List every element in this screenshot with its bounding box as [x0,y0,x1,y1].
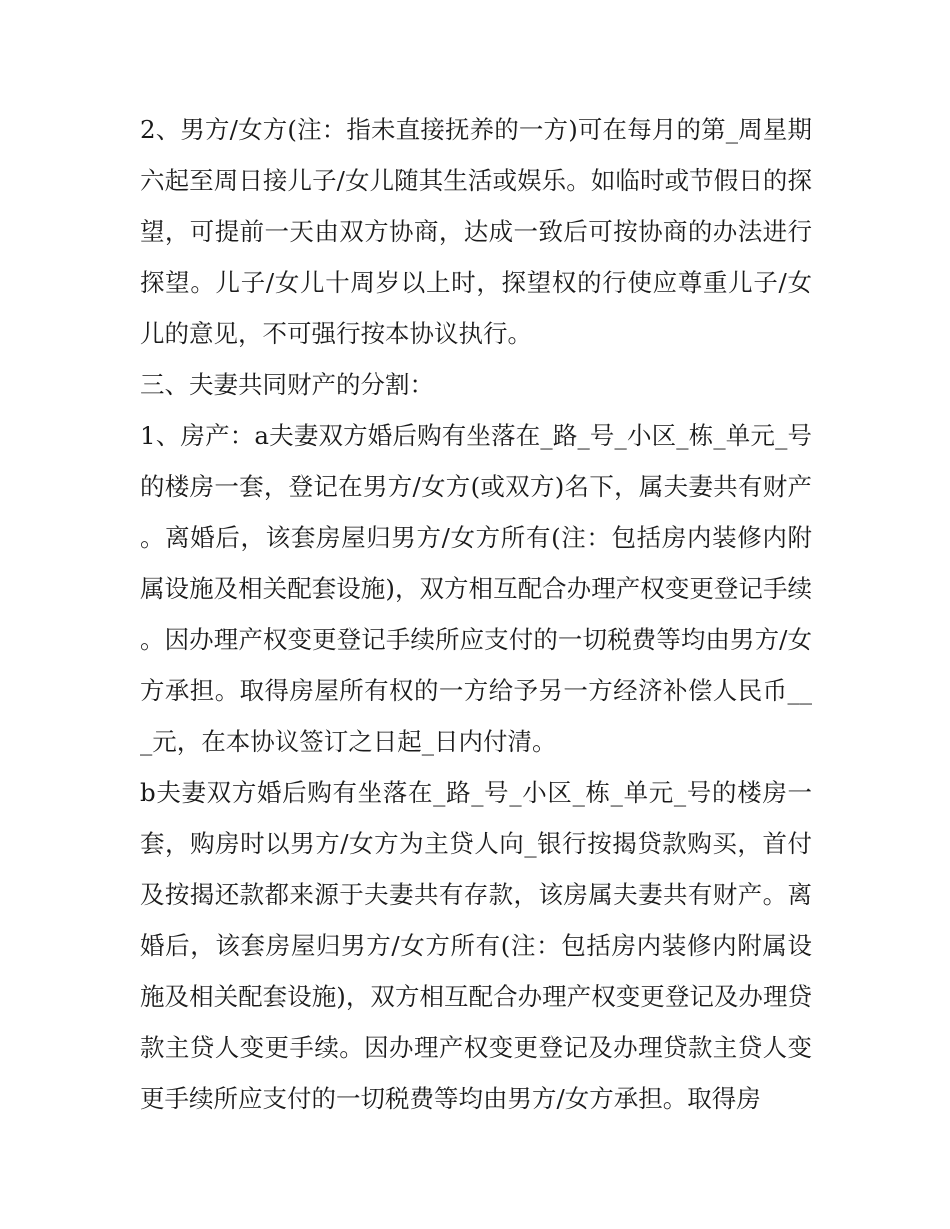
paragraph-house-property-a: 1、房产：a夫妻双方婚后购有坐落在_路_号_小区_栋_单元_号的楼房一套，登记在男方/女方(或双方)名下，属夫妻共有财产。离婚后，该套房屋归男方/女方所有(注：包括房内装修内附属设施及相关配套设施)，双方相互配合办理产权变更登记手续。因办理产权变更登记手续所应支付的一切税费等均由男方/女方承担。取得房屋所有权的一方给予另一方经济补偿人民币___元，在本协议签订之日起_日内付清。 [140,421,812,756]
paragraph-visitation-rights: 2、男方/女方(注：指未直接抚养的一方)可在每月的第_周星期六起至周日接儿子/女儿随其生活或娱乐。如临时或节假日的探望，可提前一天由双方协商，达成一致后可按协商的办法进行探望。儿子/女儿十周岁以上时，探望权的行使应尊重儿子/女儿的意见，不可强行按本协议执行。 [140,115,812,348]
section-heading-property-division: 三、夫妻共同财产的分割： [140,370,434,399]
paragraph-house-property-b: b夫妻双方婚后购有坐落在_路_号_小区_栋_单元_号的楼房一套，购房时以男方/女方为主贷人向_银行按揭贷款购买，首付及按揭还款都来源于夫妻共有存款，该房属夫妻共有财产。离婚后，该套房屋归男方/女方所有(注：包括房内装修内附属设施及相关配套设施)，双方相互配合办理产权变更登记及办理贷款主贷人变更手续。因办理产权变更登记及办理贷款主贷人变更手续所应支付的一切税费等均由男方/女方承担。取得房 [140,778,812,1113]
document-body [140,104,812,1124]
